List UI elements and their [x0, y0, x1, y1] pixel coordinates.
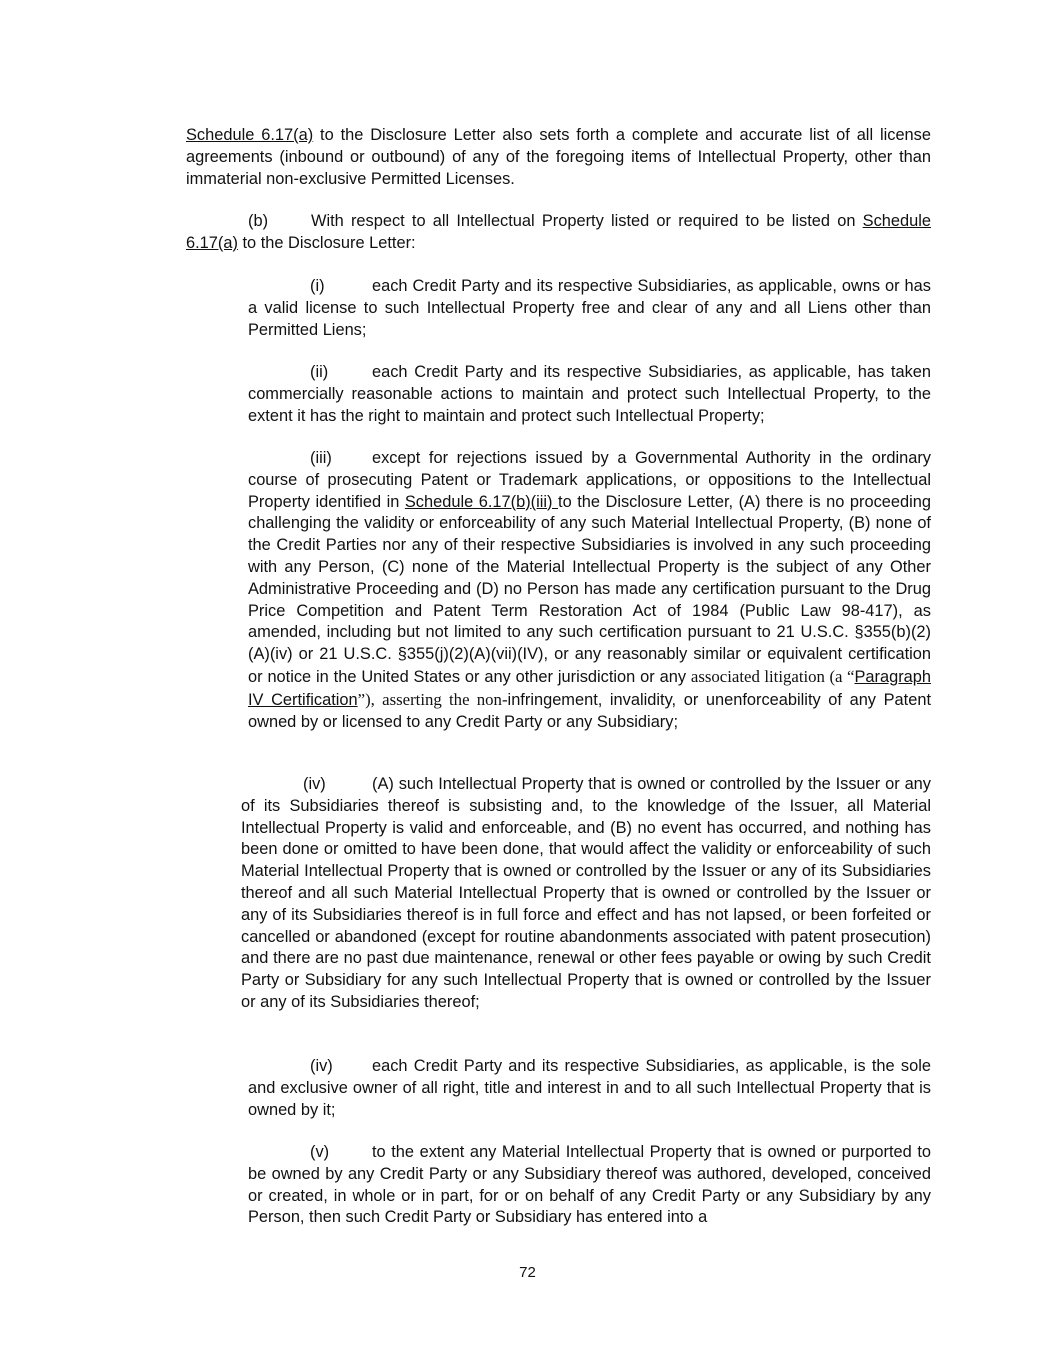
clause-text: each Credit Party and its respective Subsidiaries, as applicable, has taken commercially reasonable actions to maintain and protect such Intellectual Property, to the extent it has the right to maintain and protect such Intellectual Property; [248, 363, 931, 425]
clause-text-end: infringement, invalidity, or unenforceability of any Patent owned by or licensed to any Credit Party or any Subsidiary; [248, 690, 931, 731]
clause-iii [248, 448, 931, 733]
clause-label: (iii) [310, 449, 332, 467]
clause-label: (v) [310, 1143, 330, 1161]
clause-i [248, 276, 931, 341]
clause-label: (i) [310, 277, 325, 295]
schedule-reference: Schedule 6.17(a) [186, 212, 931, 252]
clause-text: except for rejections issued by a Governmental Authority in the ordinary course of prosecuting Patent or Trademark applications, or oppositions to the Intellectual Property identified in [248, 449, 931, 511]
schedule-reference: Schedule 6.17(b)(iii) [404, 492, 559, 511]
clause-text-serif: ”), asserting the non- [357, 689, 508, 709]
clause-text: each Credit Party and its respective Subsidiaries, as applicable, owns or has a valid license to such Intellectual Property free and clear of any and all Liens other than Permitted Liens; [248, 277, 931, 339]
clause-v [248, 1142, 931, 1229]
clause-label: (iv) [303, 775, 326, 793]
defined-term: Paragraph IV Certification [248, 667, 931, 709]
clause-iv-b [248, 1056, 931, 1121]
clause-text: to the extent any Material Intellectual Property that is owned or purported to be owned by any Credit Party or any Subsidiary thereof was authored, developed, conceived or created, in whole or in part, for or on behalf of any Credit Party or any Subsidiary by any Person, then such Credit Party or Subsidiary has entered into a [248, 1143, 931, 1227]
schedule-reference: Schedule 6.17(a) [186, 126, 314, 144]
section-b-paragraph [186, 211, 931, 255]
clause-text-serif: associated litigation (a “ [690, 666, 855, 686]
clause-text-continued: to the Disclosure Letter, (A) there is no proceeding challenging the validity or enforceability of any such Material Intellectual Property, (B) none of the Credit Parties nor any of their respective Subsidiaries is involved in any such proceeding with any Person, (C) none of the Material Intellectual Property is the subject of any Other Administrative Proceeding and (D) no Person has made any certification pursuant to the Drug Price Competition and Patent Term Restoration Act of 1984 (Public Law 98-417), as amended, including but not limited to any such certification pursuant to 21 U.S.C. §355(b)(2)(A)(iv) or 21 U.S.C. §355(j)(2)(A)(vii)(IV), or any reasonably similar or equivalent certification or notice in the United States or any other jurisdiction or any [248, 492, 932, 686]
section-b-label: (b) [248, 212, 269, 230]
section-b-text: With respect to all Intellectual Property listed or required to be listed on [311, 212, 863, 230]
clause-label: (iv) [310, 1057, 333, 1075]
clause-text: each Credit Party and its respective Subsidiaries, as applicable, is the sole and exclusive owner of all right, title and interest in and to all such Intellectual Property that is owned by it; [248, 1057, 931, 1119]
page-number: 72 [519, 1264, 536, 1281]
clause-label: (ii) [310, 363, 329, 381]
clause-ii [248, 362, 931, 427]
clause-iv-a [241, 774, 931, 1014]
intro-text: to the Disclosure Letter also sets forth a complete and accurate list of all license agreements (inbound or outbound) of any of the foregoing items of Intellectual Property, other than immaterial non-exclusive Permitted Licenses. [186, 126, 931, 188]
intro-paragraph [186, 125, 931, 190]
clause-text: (A) such Intellectual Property that is owned or controlled by the Issuer or any of its Subsidiaries thereof is subsisting and, to the knowledge of the Issuer, all Material Intellectual Property is valid and enforceable, and (B) no event has occurred, and nothing has been done or omitted to have been done, that would affect the validity or enforceability of such Material Intellectual Property that is owned or controlled by the Issuer or any of its Subsidiaries thereof and all such Material Intellectual Property that is owned or controlled by the Issuer or any of its Subsidiaries thereof is in full force and effect and has not lapsed, or been forfeited or cancelled or abandoned (except for routine abandonments associated with patent prosecution) and there are no past due maintenance, renewal or other fees payable or owing by such Credit Party or Subsidiary for any such Intellectual Property that is owned or controlled by the Issuer or any of its Subsidiaries thereof; [241, 775, 931, 1011]
section-b-text-after: to the Disclosure Letter: [237, 233, 416, 252]
